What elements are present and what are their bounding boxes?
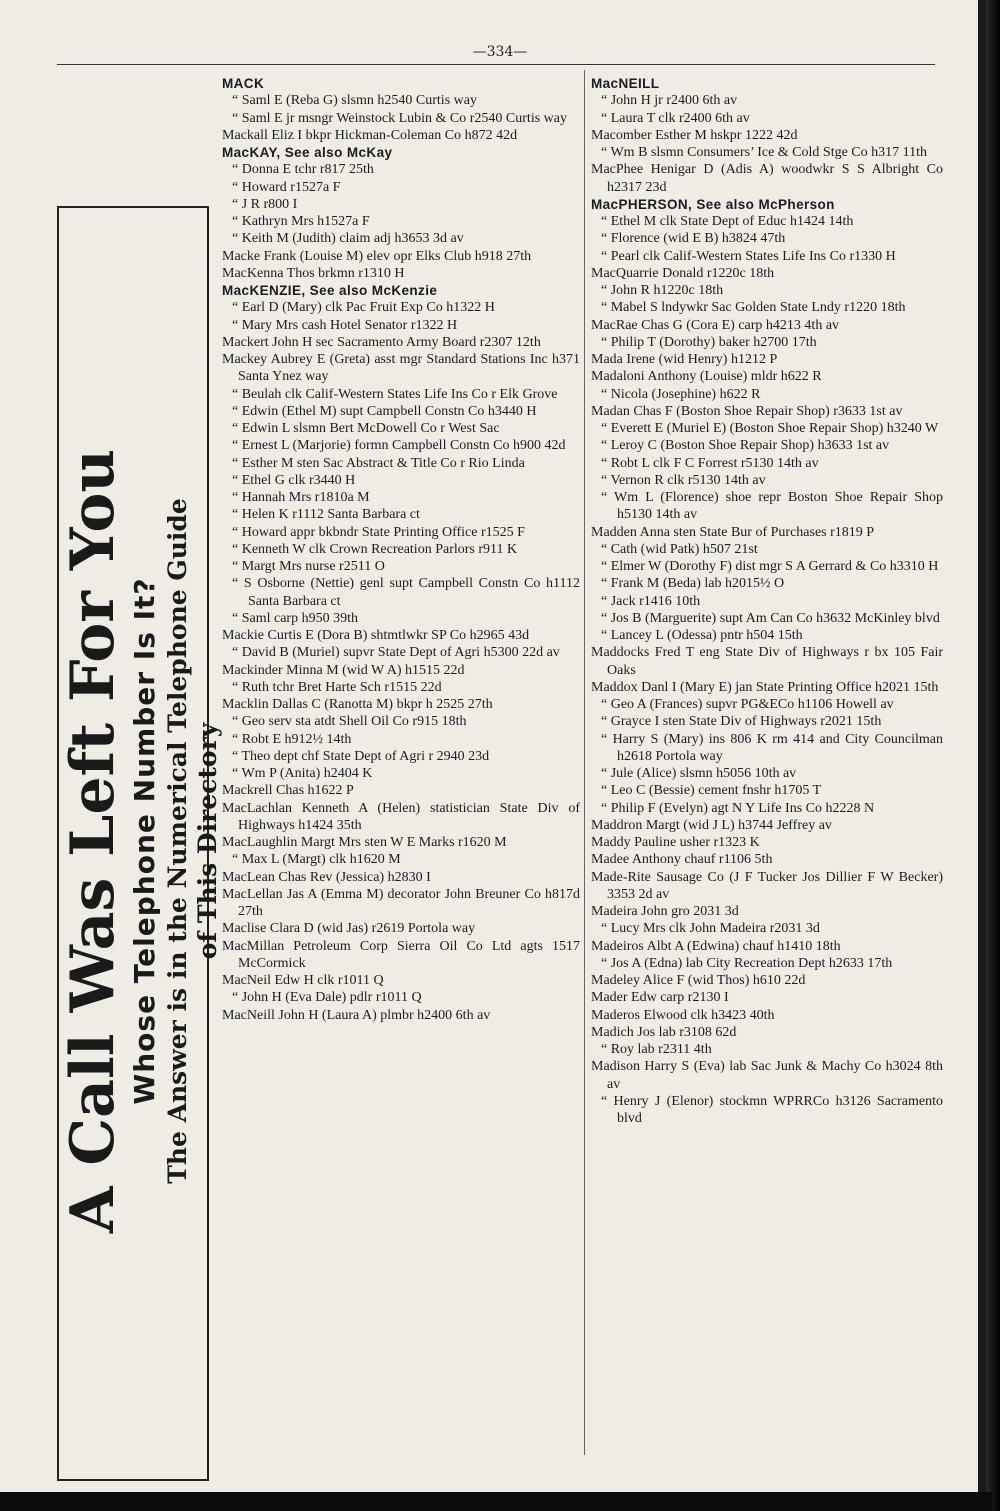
directory-entry: “ Leroy C (Boston Shoe Repair Shop) h3633 1st av	[601, 438, 890, 454]
directory-entry: “ Wm P (Anita) h2404 K	[232, 766, 373, 781]
directory-entry: Madison Harry S (Eva) lab Sac Junk & Machy Co h3024 8th av	[591, 1059, 943, 1092]
directory-entry: “ John H jr r2400 6th av	[601, 93, 738, 109]
directory-entry: “ Grayce I sten State Div of Highways r2021 15th	[601, 714, 882, 730]
ad-line-3: The Answer is in the Numerical Telephone Guide	[163, 498, 192, 1184]
directory-entry: “ Wm B slsmn Consumers’ Ice & Cold Stge Co h317 11th	[601, 145, 928, 160]
directory-entry: Macklin Dallas C (Ranotta M) bkpr h 2525 27th	[222, 697, 493, 712]
directory-entry: “ Howard appr bkbndr State Printing Office r1525 F	[232, 524, 525, 540]
directory-entry: “ Max L (Margt) clk h1620 M	[232, 852, 401, 868]
directory-entry: Maddron Margt (wid J L) h3744 Jeffrey av	[591, 817, 832, 833]
directory-entry: “ Saml carp h950 39th	[232, 610, 358, 626]
directory-entry: “ S Osborne (Nettie) genl supt Campbell Constn Co h1112 Santa Barbara ct	[232, 576, 580, 609]
directory-entry: MacLaughlin Margt Mrs sten W E Marks r1620 M	[222, 835, 507, 850]
right-column	[591, 75, 943, 1127]
directory-entry: “ Esther M sten Sac Abstract & Title Co r Rio Linda	[232, 455, 525, 471]
directory-entry: MacMillan Petroleum Corp Sierra Oil Co Ltd agts 1517 McCormick	[222, 938, 580, 971]
directory-entry: “ Florence (wid E B) h3824 47th	[601, 231, 786, 247]
directory-entry: MacRae Chas G (Cora E) carp h4213 4th av	[591, 317, 840, 333]
directory-entry: “ Ethel M clk State Dept of Educ h1424 14th	[601, 214, 854, 229]
directory-entry: “ Vernon R clk r5130 14th av	[601, 472, 766, 488]
directory-entry: Mader Edw carp r2130 I	[591, 990, 729, 1006]
directory-entry: “ Laura T clk r2400 6th av	[601, 110, 750, 126]
directory-entry: “ Howard r1527a F	[232, 179, 341, 195]
directory-entry: Macke Frank (Louise M) elev opr Elks Club h918 27th	[222, 248, 532, 264]
directory-entry: MacNeil Edw H clk r1011 Q	[222, 973, 384, 988]
directory-entry: “ Saml E jr msngr Weinstock Lubin & Co r2540 Curtis way	[232, 110, 567, 126]
directory-entry: “ Earl D (Mary) clk Pac Fruit Exp Co h1322 H	[232, 300, 495, 316]
directory-entry: “ Jule (Alice) slsmn h5056 10th av	[601, 766, 797, 781]
directory-entry: MacLachlan Kenneth A (Helen) statistician State Div of Highways h1424 35th	[222, 800, 580, 833]
section-heading: MacNEILL	[591, 76, 660, 91]
directory-entry: Madden Anna sten State Bur of Purchases r1819 P	[591, 524, 875, 540]
directory-entry: “ Jack r1416 10th	[601, 593, 701, 609]
directory-entry: “ Hannah Mrs r1810a M	[232, 490, 370, 505]
directory-entry: “ Ethel G clk r3440 H	[232, 472, 356, 488]
directory-entry: “ Geo A (Frances) supvr PG&ECo h1106 Howell av	[601, 697, 894, 712]
directory-entry: “ Nicola (Josephine) h622 R	[601, 386, 761, 402]
directory-entry: “ Frank M (Beda) lab h2015½ O	[601, 576, 785, 592]
directory-entry: Mackinder Minna M (wid W A) h1515 22d	[222, 662, 465, 678]
directory-entry: MacLean Chas Rev (Jessica) h2830 I	[222, 869, 431, 885]
section-heading: MacPHERSON, See also McPherson	[591, 196, 835, 212]
directory-entry: “ Mary Mrs cash Hotel Senator r1322 H	[232, 317, 458, 333]
directory-entry: “ John R h1220c 18th	[601, 283, 724, 298]
directory-entry: “ Lancey L (Odessa) pntr h504 15th	[601, 628, 803, 643]
ad-line-4: of This Directory	[193, 722, 222, 960]
section-heading: MacKAY, See also McKay	[222, 145, 393, 160]
directory-entry: “ Ernest L (Marjorie) formn Campbell Constn Co h900 42d	[232, 438, 566, 454]
directory-entry: Madee Anthony chauf r1106 5th	[591, 852, 773, 868]
advertisement-text	[58, 226, 222, 1456]
directory-entry: “ Harry S (Mary) ins 806 K rm 414 and City Councilman h2618 Portola way	[601, 731, 943, 764]
directory-entry: “ Roy lab r2311 4th	[601, 1042, 712, 1057]
directory-entry: Maclise Clara D (wid Jas) r2619 Portola way	[222, 921, 476, 937]
directory-entry: Madeley Alice F (wid Thos) h610 22d	[591, 973, 806, 988]
directory-entry: “ Edwin L slsmn Bert McDowell Co r West Sac	[232, 421, 500, 436]
directory-entry: “ Lucy Mrs clk John Madeira r2031 3d	[601, 921, 820, 937]
directory-entry: “ Everett E (Muriel E) (Boston Shoe Repair Shop) h3240 W	[601, 421, 939, 436]
directory-entry: “ Margt Mrs nurse r2511 O	[232, 559, 385, 574]
directory-entry: Mackey Aubrey E (Greta) asst mgr Standard Stations Inc h371 Santa Ynez way	[222, 352, 580, 385]
ad-headline: A Call Was Left For You	[58, 448, 128, 1234]
directory-entry: Mackie Curtis E (Dora B) shtmtlwkr SP Co h2965 43d	[222, 628, 530, 643]
directory-entry: “ Kenneth W clk Crown Recreation Parlors r911 K	[232, 541, 518, 557]
scan-bottom-edge	[0, 1492, 992, 1511]
directory-entry: Mackert John H sec Sacramento Army Board r2307 12th	[222, 334, 541, 350]
directory-entry: MacNeill John H (Laura A) plmbr h2400 6th av	[222, 1007, 491, 1023]
directory-entry: Maddy Pauline usher r1323 K	[591, 835, 760, 850]
directory-entry: “ Donna E tchr r817 25th	[232, 162, 374, 178]
left-column	[222, 75, 580, 1024]
directory-entry: “ Theo dept chf State Dept of Agri r 2940 23d	[232, 748, 490, 764]
book-spine	[986, 0, 1000, 1511]
directory-entry: Maddox Danl I (Mary E) jan State Printing Office h2021 15th	[591, 679, 939, 695]
directory-entry: MacLellan Jas A (Emma M) decorator John Breuner Co h817d 27th	[222, 886, 580, 919]
directory-entry: “ Pearl clk Calif-Western States Life Ins Co r1330 H	[601, 248, 896, 264]
directory-entry: Madich Jos lab r3108 62d	[591, 1024, 737, 1040]
directory-entry: Mackrell Chas h1622 P	[222, 783, 354, 799]
directory-entry: “ Beulah clk Calif-Western States Life Ins Co r Elk Grove	[232, 386, 558, 402]
directory-entry: “ J R r800 I	[232, 196, 298, 212]
section-heading: MACK	[222, 76, 265, 91]
directory-entry: “ Leo C (Bessie) cement fnshr h1705 T	[601, 783, 822, 799]
page-number: —334—	[472, 44, 528, 60]
directory-entry: “ Philip F (Evelyn) agt N Y Life Ins Co h2228 N	[601, 800, 875, 816]
section-heading: MacKENZIE, See also McKenzie	[222, 283, 438, 298]
ad-subheadline: Whose Telephone Number Is It?	[128, 577, 161, 1105]
directory-entry: Madaloni Anthony (Louise) mldr h622 R	[591, 369, 822, 385]
directory-entry: “ David B (Muriel) supvr State Dept of Agri h5300 22d av	[232, 645, 560, 661]
directory-entry: Mackall Eliz I bkpr Hickman-Coleman Co h872 42d	[222, 127, 518, 143]
directory-entry: Maddocks Fred T eng State Div of Highways r bx 105 Fair Oaks	[591, 645, 943, 678]
column-divider	[584, 70, 585, 1455]
directory-entry: MacPhee Henigar D (Adis A) woodwkr S S Albright Co h2317 23d	[591, 162, 943, 195]
directory-entry: “ Jos A (Edna) lab City Recreation Dept h2633 17th	[601, 955, 893, 971]
advertisement-box	[57, 206, 222, 1481]
directory-entry: “ Robt E h912½ 14th	[232, 731, 352, 747]
directory-entry: Madan Chas F (Boston Shoe Repair Shop) r3633 1st av	[591, 403, 903, 419]
directory-entry: Maderos Elwood clk h3423 40th	[591, 1007, 775, 1023]
directory-entry: “ Geo serv sta atdt Shell Oil Co r915 18th	[232, 714, 467, 730]
directory-entry: “ Wm L (Florence) shoe repr Boston Shoe Repair Shop h5130 14th av	[601, 490, 943, 523]
directory-entry: Made-Rite Sausage Co (J F Tucker Jos Dillier F W Becker) 3353 2d av	[591, 869, 943, 902]
directory-entry: “ Henry J (Elenor) stockmn WPRRCo h3126 Sacramento blvd	[601, 1093, 943, 1126]
directory-entry: “ Cath (wid Patk) h507 21st	[601, 541, 758, 557]
directory-entry: “ Edwin (Ethel M) supt Campbell Constn Co h3440 H	[232, 403, 537, 419]
directory-entry: “ Elmer W (Dorothy F) dist mgr S A Gerrard & Co h3310 H	[601, 559, 939, 574]
directory-entry: “ Saml E (Reba G) slsmn h2540 Curtis way	[232, 93, 477, 109]
directory-entry: “ Keith M (Judith) claim adj h3653 3d av	[232, 231, 464, 247]
directory-entry: “ Kathryn Mrs h1527a F	[232, 214, 370, 229]
directory-entry: “ Helen K r1112 Santa Barbara ct	[232, 507, 420, 523]
directory-entry: “ Philip T (Dorothy) baker h2700 17th	[601, 334, 817, 350]
directory-entry: “ Mabel S lndywkr Sac Golden State Lndy r1220 18th	[601, 300, 906, 316]
directory-entry: Madeiros Albt A (Edwina) chauf h1410 18th	[591, 938, 841, 954]
directory-entry: “ Robt L clk F C Forrest r5130 14th av	[601, 455, 819, 471]
directory-entry: “ Jos B (Marguerite) supt Am Can Co h3632 McKinley blvd	[601, 610, 940, 626]
directory-entry: MacQuarrie Donald r1220c 18th	[591, 265, 775, 281]
directory-entry: “ John H (Eva Dale) pdlr r1011 Q	[232, 990, 422, 1006]
directory-entry: Mada Irene (wid Henry) h1212 P	[591, 352, 778, 367]
directory-entry: “ Ruth tchr Bret Harte Sch r1515 22d	[232, 679, 442, 695]
directory-entry: MacKenna Thos brkmn r1310 H	[222, 265, 405, 281]
directory-entry: Madeira John gro 2031 3d	[591, 904, 739, 919]
directory-entry: Macomber Esther M hskpr 1222 42d	[591, 127, 798, 143]
header-rule	[57, 64, 935, 65]
